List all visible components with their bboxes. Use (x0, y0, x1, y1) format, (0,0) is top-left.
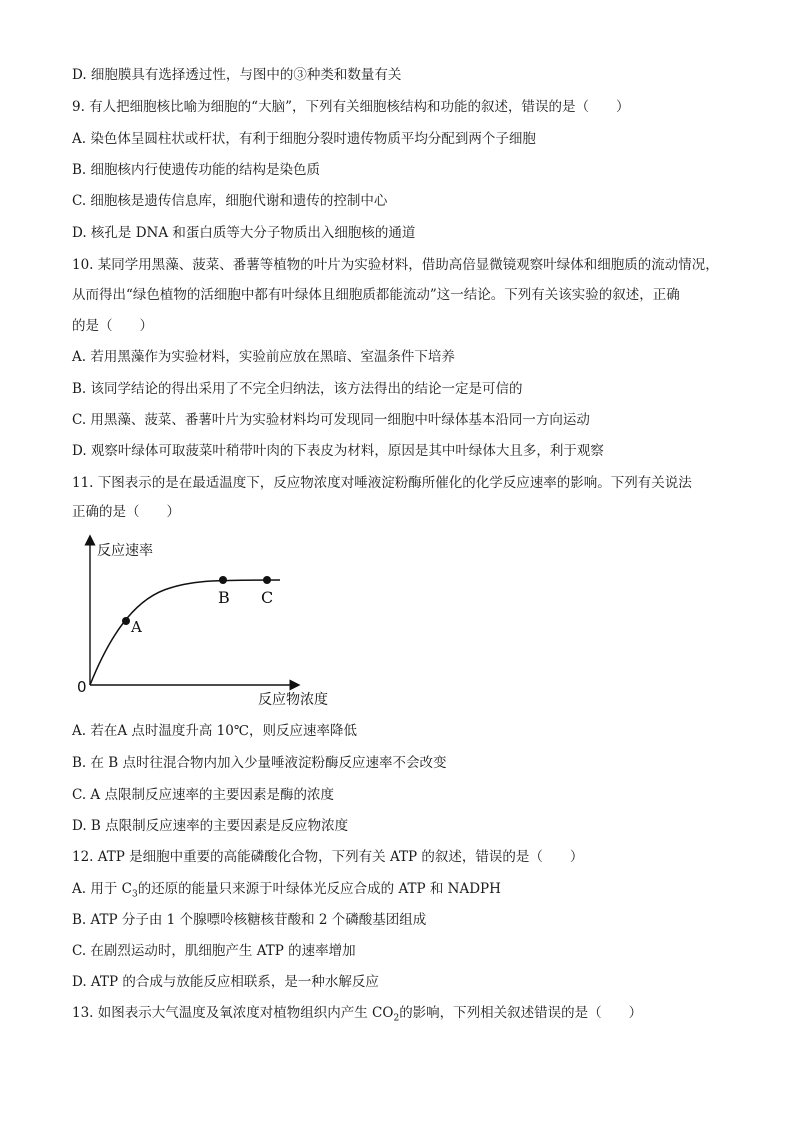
option-line: D. ATP 的合成与放能反应相联系，是一种水解反应 (72, 974, 379, 990)
point-b-marker (219, 576, 227, 584)
option-line: C. 细胞核是遗传信息库，细胞代谢和遗传的控制中心 (72, 193, 388, 209)
question-stem (72, 1004, 734, 1028)
question-stem: 12. ATP 是细胞中重要的高能磷酸化合物，下列有关 ATP 的叙述，错误的是（ ） (72, 849, 584, 865)
option-line (72, 880, 734, 904)
option-line: A. 若用黑藻作为实验材料，实验前应放在黑暗、室温条件下培养 (72, 349, 455, 365)
reaction-rate-figure (70, 530, 370, 720)
question-stem: 10. 某同学用黑藻、菠菜、番薯等植物的叶片为实验材料，借助高倍显微镜观察叶绿体和细胞质的流动情况， (72, 257, 719, 273)
y-axis-label: 反应速率 (97, 543, 153, 559)
question-stem: 的是（ ） (72, 318, 153, 334)
option-line: D. 观察叶绿体可取菠菜叶稍带叶肉的下表皮为材料，原因是其中叶绿体大且多，利于观察 (72, 443, 604, 459)
rate-curve (90, 580, 280, 685)
option-line: D. B 点限制反应速率的主要因素是反应物浓度 (72, 818, 349, 834)
point-a-label: A (131, 618, 142, 636)
option-line: A. 若在A 点时温度升高 10℃，则反应速率降低 (72, 723, 357, 739)
question-stem: 9. 有人把细胞核比喻为细胞的“大脑”，下列有关细胞核结构和功能的叙述，错误的是（ ） (72, 99, 630, 115)
point-a-marker (122, 617, 130, 625)
point-c-label: C (261, 588, 274, 607)
option-line: B. ATP 分子由 1 个腺嘌呤核糖核苷酸和 2 个磷酸基团组成 (72, 912, 427, 928)
point-c-marker (263, 576, 271, 584)
text-run: 13. 如图表示大气温度及氧浓度对植物组织内产生 CO (72, 1005, 394, 1021)
point-b-label: B (218, 588, 230, 607)
text-run: 的影响，下列相关叙述错误的是（ ） (399, 1005, 643, 1021)
x-axis-label: 反应物浓度 (258, 692, 328, 708)
option-line: C. 在剧烈运动时，肌细胞产生 ATP 的速率增加 (72, 943, 356, 959)
option-line: C. A 点限制反应速率的主要因素是酶的浓度 (72, 787, 334, 803)
option-line: B. 在 B 点时往混合物内加入少量唾液淀粉酶反应速率不会改变 (72, 755, 447, 771)
option-line: C. 用黑藻、菠菜、番薯叶片为实验材料均可发现同一细胞中叶绿体基本沿同一方向运动 (72, 412, 590, 428)
option-line: B. 该同学结论的得出采用了不完全归纳法，该方法得出的结论一定是可信的 (72, 381, 523, 397)
question-stem: 从而得出“绿色植物的活细胞中都有叶绿体且细胞质都能流动”这一结论。下列有关该实验的叙述，正确 (72, 287, 680, 303)
question-stem: 11. 下图表示的是在最适温度下，反应物浓度对唾液淀粉酶所催化的化学反应速率的影响。下列有关说法 (72, 475, 692, 491)
option-line: D. 细胞膜具有选择透过性，与图中的③种类和数量有关 (72, 67, 402, 83)
subscript: 2 (393, 1013, 400, 1024)
text-run: A. 用于 C (72, 881, 132, 897)
question-stem: 正确的是（ ） (72, 504, 180, 520)
text-run: 的还原的能量只来源于叶绿体光反应合成的 ATP 和 NADPH (137, 881, 501, 897)
subscript: 3 (131, 889, 138, 900)
option-line: D. 核孔是 DNA 和蛋白质等大分子物质出入细胞核的通道 (72, 225, 416, 241)
option-line: B. 细胞核内行使遗传功能的结构是染色质 (72, 162, 321, 178)
origin-label: 0 (77, 678, 87, 696)
option-line: A. 染色体呈圆柱状或杆状，有利于细胞分裂时遗传物质平均分配到两个子细胞 (72, 131, 536, 147)
